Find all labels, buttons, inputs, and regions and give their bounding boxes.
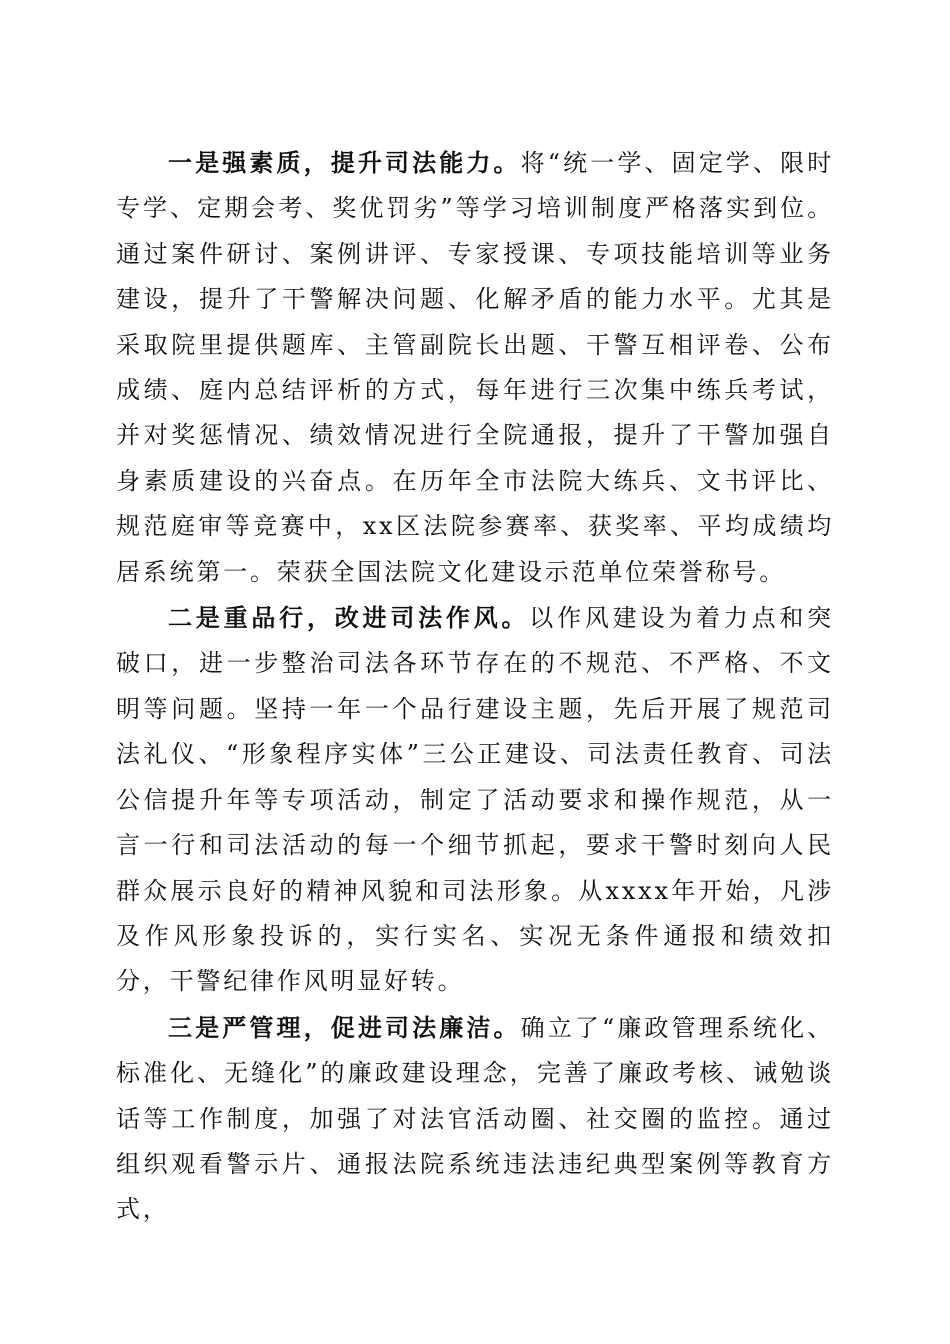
paragraph-integrity: [116, 1005, 834, 1233]
paragraph-conduct: [116, 595, 834, 1005]
paragraph-lead: 二是重品行，改进司法作风。: [168, 603, 530, 633]
paragraph-text: 以作风建设为着力点和突破口，进一步整治司法各环节存在的不规范、不严格、不文明等问题。坚持一年一个品行建设主题，先后开展了规范司法礼仪、“形象程序实体”三公正建设、司法责任教育、司法公信提升年等专项活动，制定了活动要求和操作规范，从一言一行和司法活动的每一个细节抓起，要求干警时刻向人民群众展示良好的精神风貌和司法形象。从xxxx年开始，凡涉及作风形象投诉的，实行实名、实况无条件通报和绩效扣分，干警纪律作风明显好转。: [116, 604, 834, 996]
paragraph-lead: 一是强素质，提升司法能力。: [168, 148, 521, 177]
paragraph-text: 确立了“廉政管理系统化、标准化、无缝化”的廉政建设理念，完善了廉政考核、诫勉谈话等工作制度，加强了对法官活动圈、社交圈的监控。通过组织观看警示片、通报法院系统违法违纪典型案例等教育方式，: [116, 1013, 835, 1224]
document-body: [116, 140, 834, 1233]
paragraph-text: 将“统一学、固定学、限时专学、定期会考、奖优罚劣”等学习培训制度严格落实到位。通过案件研讨、案例讲评、专家授课、专项技能培训等业务建设，提升了干警解决问题、化解矛盾的能力水平。尤其是采取院里提供题库、主管副院长出题、干警互相评卷、公布成绩、庭内总结评析的方式，每年进行三次集中练兵考试，并对奖惩情况、绩效情况进行全院通报，提升了干警加强自身素质建设的兴奋点。在历年全市法院大练兵、文书评比、规范庭审等竞赛中，xx区法院参赛率、获奖率、平均成绩均居系统第一。荣获全国法院文化建设示范单位荣誉称号。: [116, 149, 835, 586]
paragraph-lead: 三是严管理，促进司法廉洁。: [168, 1012, 521, 1042]
paragraph-strengthen-quality: [116, 140, 834, 595]
